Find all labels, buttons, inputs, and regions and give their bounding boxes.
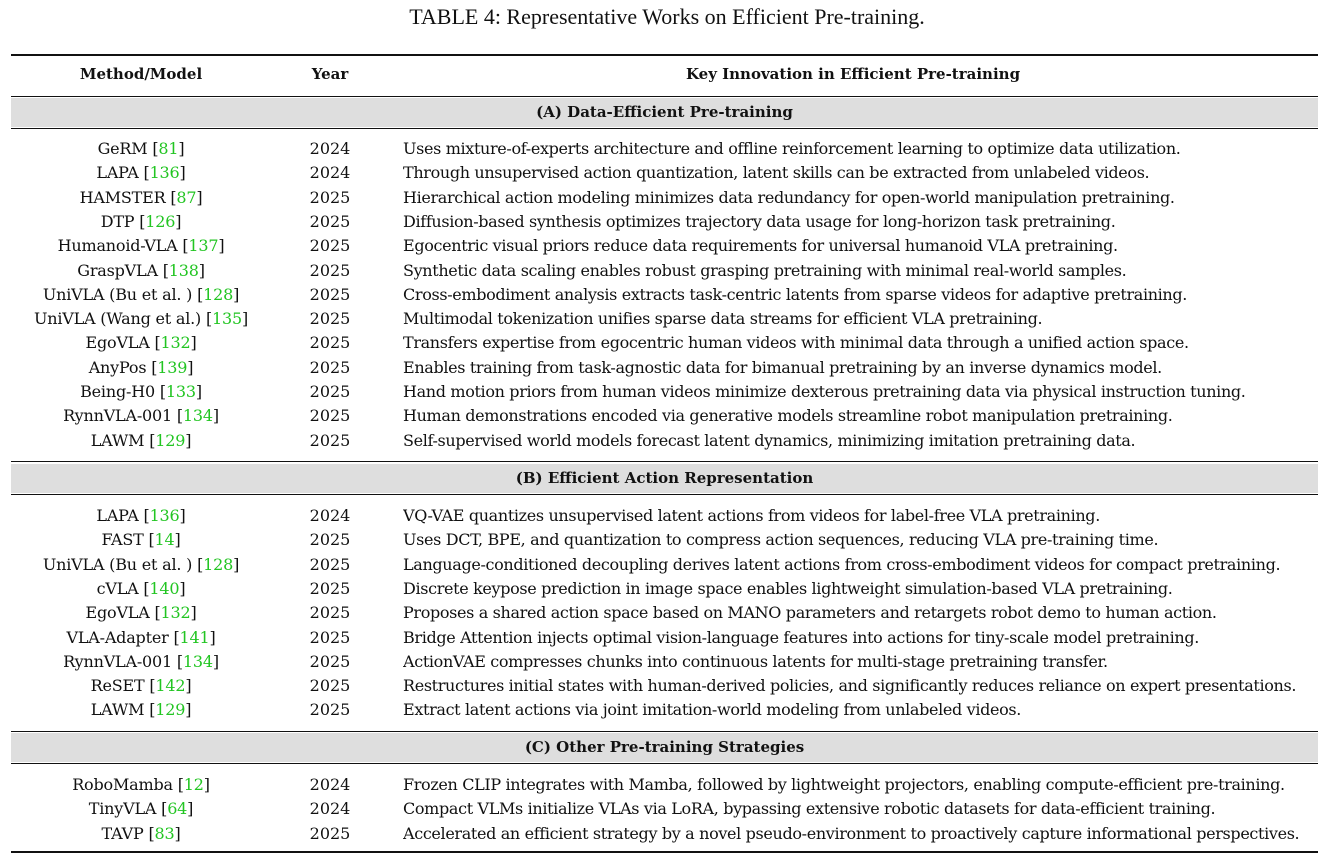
method-name: GeRM (97, 139, 148, 158)
innovation-cell: Discrete keypose prediction in image space enables lightweight simulation-based VLA pretraining. (403, 578, 1173, 598)
header-year: Year (311, 65, 349, 83)
innovation-cell: Language-conditioned decoupling derives latent actions from cross-embodiment videos for compact pretraining. (403, 554, 1281, 574)
citation-link[interactable]: 129 (155, 430, 186, 450)
year-cell: 2025 (309, 187, 351, 207)
year-cell: 2025 (309, 236, 351, 256)
method-cell: DTP [126] (100, 211, 182, 231)
table-row (0, 356, 1334, 380)
innovation-cell: Synthetic data scaling enables robust grasping pretraining with minimal real-world samples. (403, 260, 1127, 280)
citation-link[interactable]: 141 (179, 627, 210, 647)
method-cell: TinyVLA [64] (88, 799, 194, 819)
table-row (0, 404, 1334, 428)
innovation-cell: Egocentric visual priors reduce data requirements for universal humanoid VLA pretraining. (403, 236, 1118, 256)
method-cell: UniVLA (Wang et al.) [135] (33, 309, 249, 329)
method-name: AnyPos (88, 357, 147, 377)
method-name: UniVLA (Wang et al.) (33, 309, 202, 329)
method-cell: LAPA [136] (96, 506, 186, 525)
innovation-cell: Through unsupervised action quantization, latent skills can be extracted from unlabeled videos. (403, 163, 1150, 183)
citation-link[interactable]: 132 (160, 333, 191, 353)
year-cell: 2025 (309, 357, 351, 377)
innovation-cell: Transfers expertise from egocentric human videos with minimal data through a unified action space. (403, 333, 1189, 353)
table-row (0, 137, 1334, 161)
year-cell: 2025 (309, 676, 351, 696)
table-caption: TABLE 4: Representative Works on Efficient Pre-training. (409, 4, 925, 29)
innovation-cell: Frozen CLIP integrates with Mamba, followed by lightweight projectors, enabling compute-efficient pre-training. (403, 775, 1285, 794)
method-name: LAPA (96, 506, 139, 525)
method-cell: LAPA [136] (96, 163, 186, 183)
citation-link[interactable]: 126 (145, 211, 176, 231)
innovation-cell: ActionVAE compresses chunks into continuous latents for multi-stage pretraining transfer. (403, 651, 1108, 671)
method-name: RoboMamba (72, 775, 173, 794)
innovation-cell: Bridge Attention injects optimal vision-language features into actions for tiny-scale model pretraining. (403, 627, 1199, 647)
method-cell: RoboMamba [12] (72, 775, 210, 794)
table-row (0, 797, 1334, 821)
section-rule (11, 461, 1318, 462)
section-rule (11, 96, 1318, 97)
year-cell: 2024 (309, 506, 351, 525)
section-rule (11, 494, 1318, 495)
section-header: (A) Data-Efficient Pre-training (11, 98, 1318, 127)
table-row (0, 553, 1334, 577)
table-row (0, 626, 1334, 650)
innovation-cell: Restructures initial states with human-derived policies, and significantly reduces reliance on expert presentations. (403, 676, 1297, 696)
citation-link[interactable]: 140 (149, 578, 180, 598)
method-cell: UniVLA (Bu et al. ) [128] (42, 284, 240, 304)
table-row (0, 504, 1334, 528)
method-name: HAMSTER (79, 187, 166, 207)
method-cell: Being-H0 [133] (80, 382, 202, 401)
section-rule (11, 763, 1318, 764)
method-cell: LAWM [129] (90, 430, 192, 450)
table-row (0, 234, 1334, 258)
table-row (0, 186, 1334, 210)
table-row (0, 773, 1334, 797)
header-method: Method/Model (79, 65, 203, 83)
table-row (0, 822, 1334, 846)
method-cell: EgoVLA [132] (85, 333, 197, 353)
method-name: DTP (100, 211, 135, 231)
method-cell: HAMSTER [87] (79, 187, 203, 207)
citation-link[interactable]: 142 (155, 676, 186, 696)
table-row (0, 331, 1334, 355)
top-rule (11, 54, 1318, 56)
year-cell: 2025 (309, 823, 351, 843)
innovation-cell: Hierarchical action modeling minimizes data redundancy for open-world manipulation pretraining. (403, 187, 1175, 207)
method-cell: FAST [14] (101, 530, 181, 550)
innovation-cell: Extract latent actions via joint imitation-world modeling from unlabeled videos. (403, 700, 1021, 720)
table-row (0, 307, 1334, 331)
method-cell: cVLA [140] (96, 578, 186, 598)
method-cell: GeRM [81] (97, 139, 185, 158)
table-row (0, 161, 1334, 185)
year-cell: 2025 (309, 260, 351, 280)
citation-link[interactable]: 87 (176, 187, 197, 207)
year-cell: 2024 (309, 139, 351, 158)
section-header: (C) Other Pre-training Strategies (11, 733, 1318, 762)
citation-link[interactable]: 136 (149, 506, 180, 525)
table-row (0, 650, 1334, 674)
innovation-cell: Accelerated an efficient strategy by a novel pseudo-environment to proactively capture informational perspectives. (403, 823, 1300, 843)
year-cell: 2024 (309, 799, 351, 819)
citation-link[interactable]: 133 (165, 382, 196, 401)
method-name: EgoVLA (85, 603, 150, 623)
method-name: cVLA (96, 578, 139, 598)
table-row (0, 380, 1334, 404)
method-name: ReSET (90, 676, 145, 696)
year-cell: 2025 (309, 627, 351, 647)
innovation-cell: Uses mixture-of-experts architecture and offline reinforcement learning to optimize data utilization. (403, 139, 1181, 158)
innovation-cell: Uses DCT, BPE, and quantization to compress action sequences, reducing VLA pre-training time. (403, 530, 1159, 550)
citation-link[interactable]: 128 (203, 554, 234, 574)
method-cell: EgoVLA [132] (85, 603, 197, 623)
method-name: LAWM (90, 430, 145, 450)
citation-link[interactable]: 135 (212, 309, 242, 329)
section-rule (11, 731, 1318, 732)
citation-link[interactable]: 134 (182, 406, 213, 426)
year-cell: 2025 (309, 333, 351, 353)
citation-link[interactable]: 134 (182, 651, 213, 671)
innovation-cell: Human demonstrations encoded via generative models streamline robot manipulation pretraining. (403, 406, 1173, 426)
section-header: (B) Efficient Action Representation (11, 464, 1318, 493)
year-cell: 2025 (309, 309, 351, 329)
innovation-cell: Diffusion-based synthesis optimizes trajectory data usage for long-horizon task pretraining. (403, 211, 1116, 231)
citation-link[interactable]: 136 (149, 163, 180, 183)
citation-link[interactable]: 14 (154, 530, 175, 550)
method-name: RynnVLA-001 (63, 651, 172, 671)
year-cell: 2025 (309, 603, 351, 623)
method-cell: Humanoid-VLA [137] (57, 236, 225, 256)
year-cell: 2025 (309, 284, 351, 304)
method-name: RynnVLA-001 (63, 406, 172, 426)
method-cell: VLA-Adapter [141] (66, 627, 216, 647)
table-row (0, 674, 1334, 698)
citation-link[interactable]: 81 (158, 139, 179, 158)
method-cell: TAVP [83] (101, 823, 181, 843)
method-cell: AnyPos [139] (88, 357, 194, 377)
citation-link[interactable]: 128 (203, 284, 234, 304)
method-name: UniVLA (Bu et al. ) (42, 284, 193, 304)
table-row (0, 283, 1334, 307)
citation-link[interactable]: 132 (160, 603, 191, 623)
citation-link[interactable]: 12 (183, 775, 204, 794)
method-name: LAPA (96, 163, 139, 183)
year-cell: 2025 (309, 211, 351, 231)
method-name: Humanoid-VLA (57, 236, 178, 256)
year-cell: 2025 (309, 430, 351, 450)
citation-link[interactable]: 64 (167, 799, 188, 819)
method-cell: ReSET [142] (90, 676, 192, 696)
citation-link[interactable]: 137 (188, 236, 219, 256)
header-innovation: Key Innovation in Efficient Pre-training (685, 65, 1021, 83)
table-row (0, 259, 1334, 283)
method-name: TinyVLA (88, 799, 157, 819)
method-cell: RynnVLA-001 [134] (63, 406, 219, 426)
citation-link[interactable]: 139 (157, 357, 188, 377)
year-cell: 2025 (309, 382, 351, 401)
method-cell: RynnVLA-001 [134] (63, 651, 219, 671)
year-cell: 2025 (309, 578, 351, 598)
innovation-cell: Self-supervised world models forecast latent dynamics, minimizing imitation pretraining data. (403, 430, 1136, 450)
section-rule (11, 128, 1318, 129)
table-row (0, 210, 1334, 234)
method-name: TAVP (101, 823, 144, 843)
method-name: FAST (101, 530, 144, 550)
innovation-cell: Compact VLMs initialize VLAs via LoRA, bypassing extensive robotic datasets for data-efficient training. (403, 799, 1216, 819)
year-cell: 2025 (309, 651, 351, 671)
year-cell: 2025 (309, 406, 351, 426)
year-cell: 2025 (309, 554, 351, 574)
citation-link[interactable]: 138 (168, 260, 199, 280)
table-row (0, 528, 1334, 552)
method-name: LAWM (90, 700, 145, 720)
table-row (0, 429, 1334, 453)
year-cell: 2024 (309, 163, 351, 183)
innovation-cell: Proposes a shared action space based on MANO parameters and retargets robot demo to human action. (403, 603, 1217, 623)
method-name: EgoVLA (85, 333, 150, 353)
innovation-cell: Cross-embodiment analysis extracts task-centric latents from sparse videos for adaptive pretraining. (403, 284, 1188, 304)
method-name: UniVLA (Bu et al. ) (42, 554, 193, 574)
citation-link[interactable]: 129 (155, 700, 186, 720)
year-cell: 2025 (309, 530, 351, 550)
citation-link[interactable]: 83 (154, 823, 175, 843)
table-row (0, 698, 1334, 722)
method-name: Being-H0 (80, 382, 155, 401)
method-cell: GraspVLA [138] (77, 260, 205, 280)
method-name: GraspVLA (77, 260, 158, 280)
year-cell: 2025 (309, 700, 351, 720)
year-cell: 2024 (309, 775, 351, 794)
table-row (0, 577, 1334, 601)
innovation-cell: Enables training from task-agnostic data for bimanual pretraining by an inverse dynamics model. (403, 357, 1162, 377)
method-cell: UniVLA (Bu et al. ) [128] (42, 554, 240, 574)
innovation-cell: Multimodal tokenization unifies sparse data streams for efficient VLA pretraining. (403, 309, 1043, 329)
innovation-cell: VQ-VAE quantizes unsupervised latent actions from videos for label-free VLA pretraining. (403, 506, 1100, 525)
method-cell: LAWM [129] (90, 700, 192, 720)
method-name: VLA-Adapter (66, 627, 169, 647)
bottom-rule (11, 851, 1318, 853)
table-row (0, 601, 1334, 625)
innovation-cell: Hand motion priors from human videos minimize dexterous pretraining data via physical instruction tuning. (403, 382, 1246, 401)
